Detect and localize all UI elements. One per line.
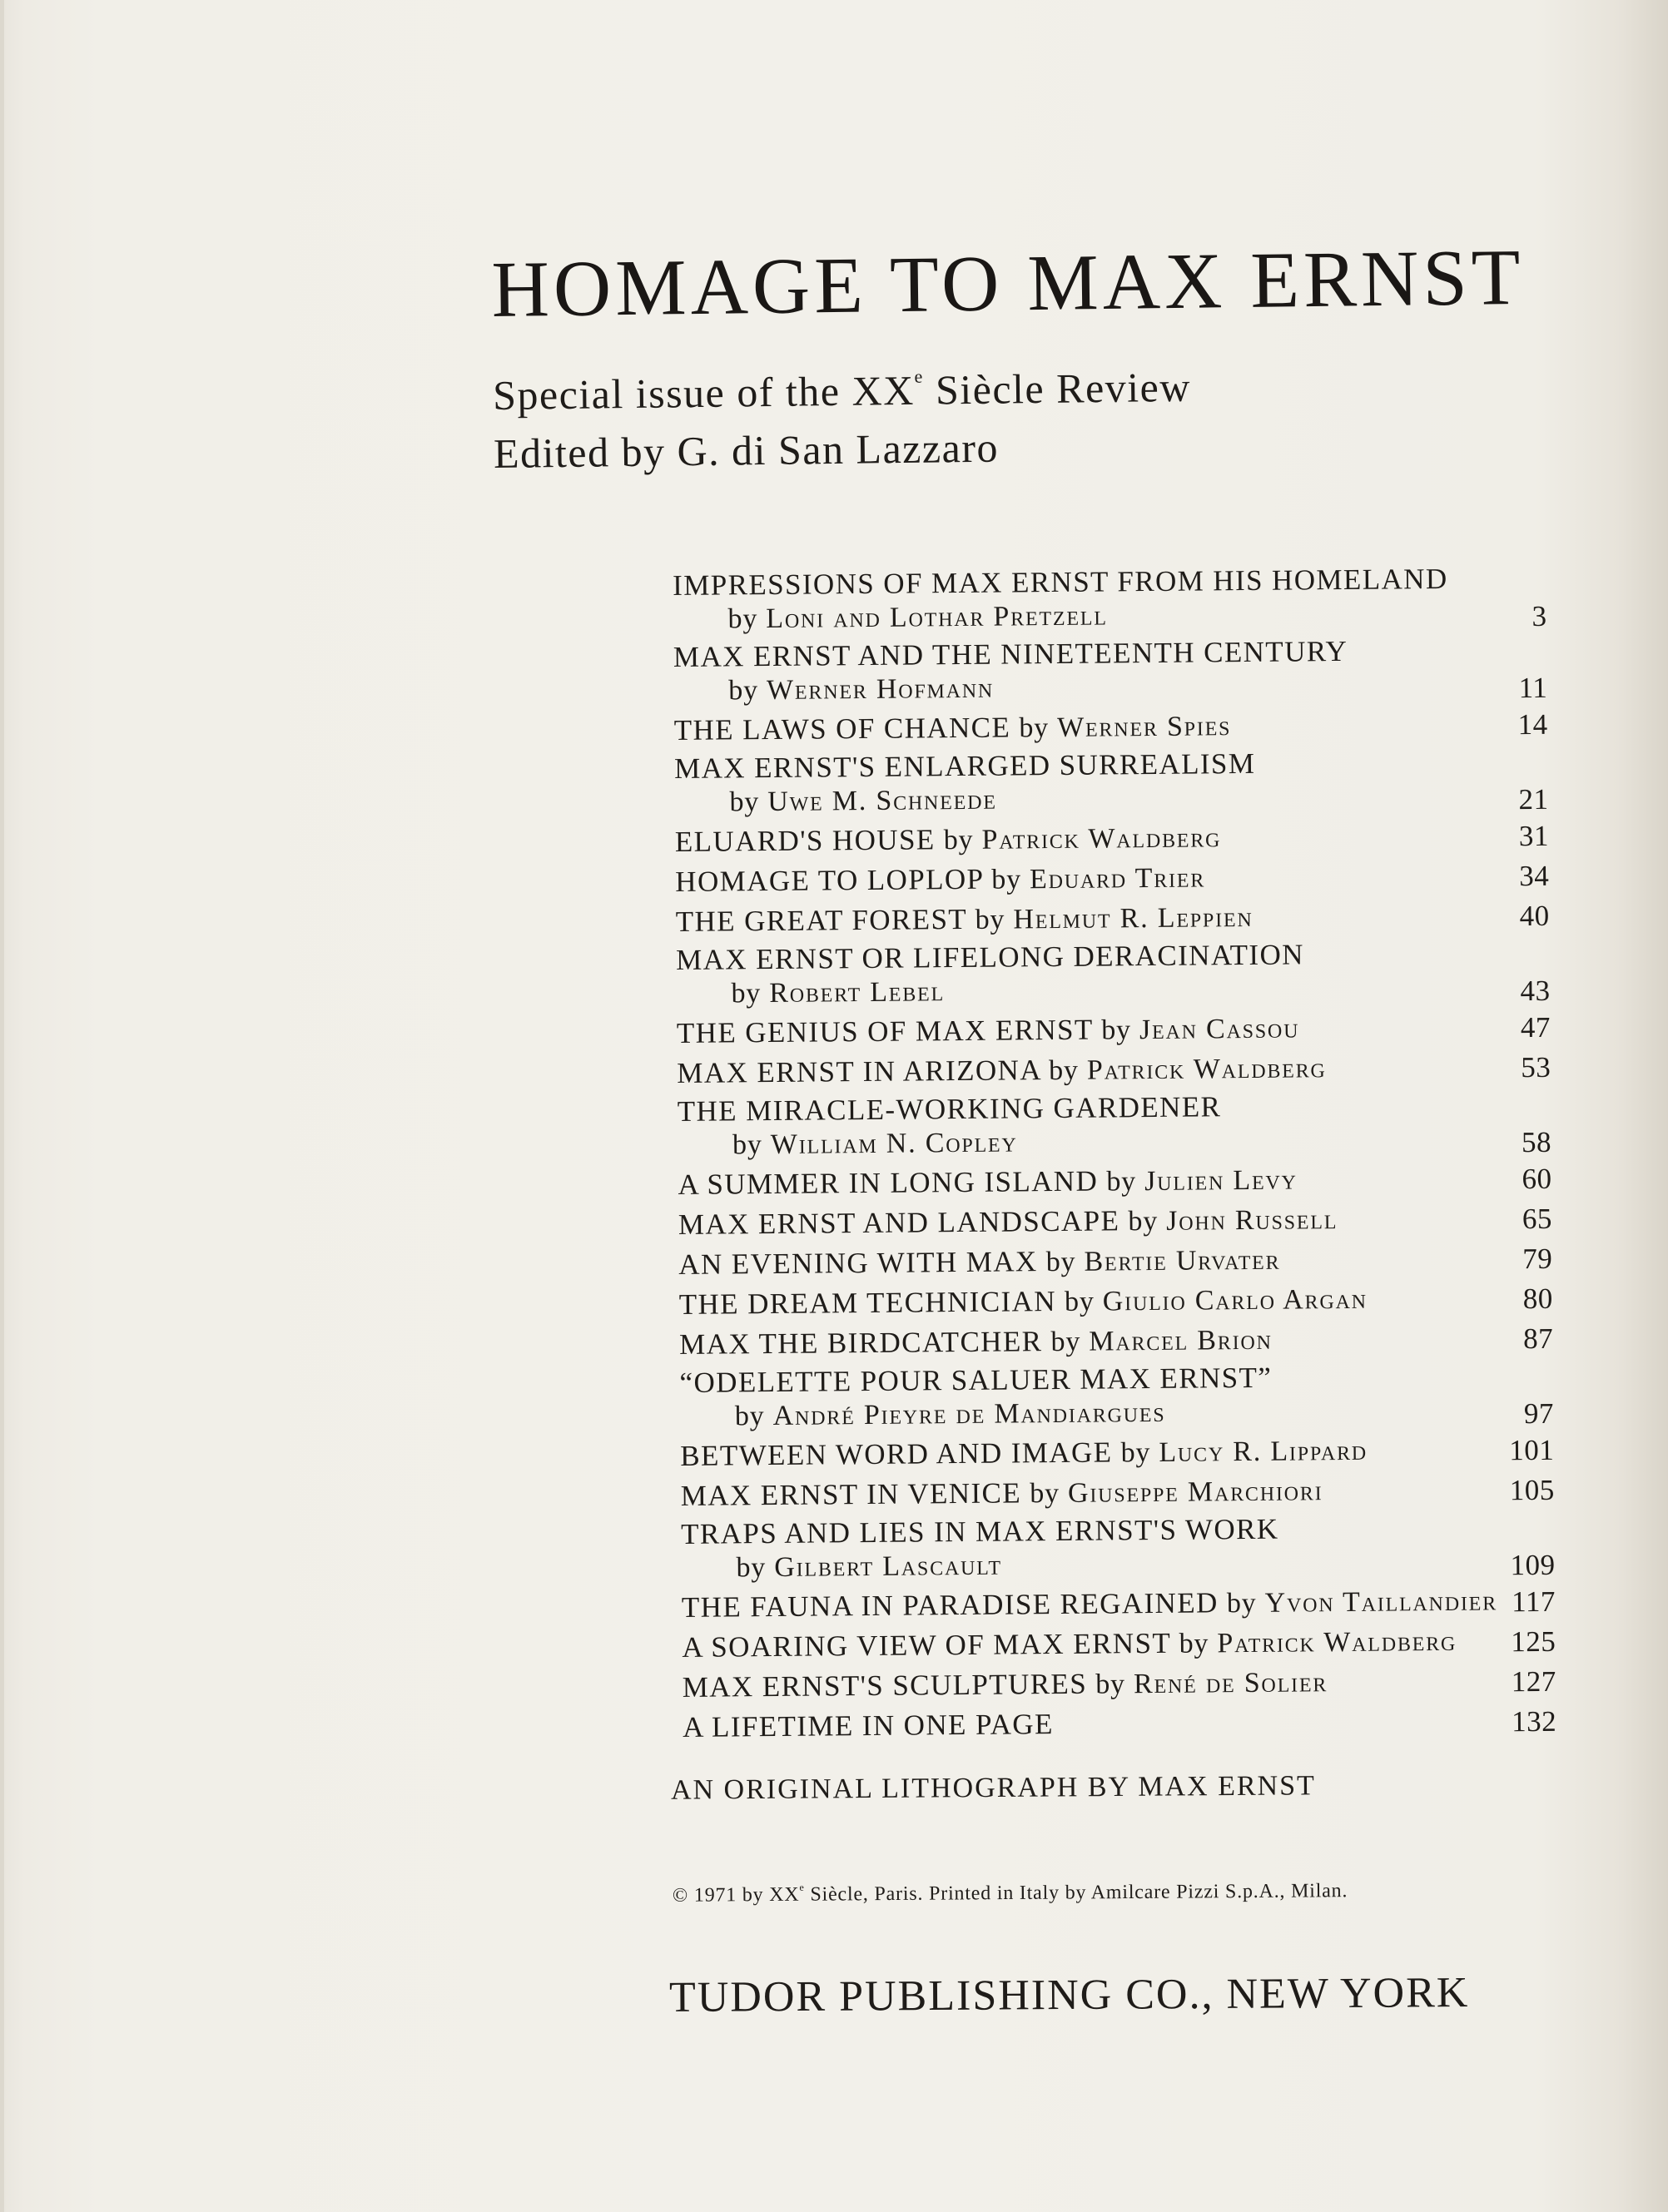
- toc-entry: [676, 933, 1551, 1012]
- subtitle-sup: e: [914, 365, 924, 387]
- toc-entry-author: Gilbert Lascault: [774, 1550, 1003, 1583]
- toc-entry-author: Jean Cassou: [1139, 1013, 1300, 1046]
- editor-line: Edited by G. di San Lazzaro: [493, 424, 1000, 477]
- toc-entry-author: Bertie Urvater: [1084, 1244, 1281, 1277]
- publisher: TUDOR PUBLISHING CO., NEW YORK: [668, 1969, 1470, 2021]
- toc-single-line: [679, 1276, 1553, 1320]
- toc-entry-page: 87: [1522, 1322, 1554, 1356]
- toc-entry-author: Eduard Trier: [1029, 862, 1206, 895]
- toc-entry-title: TRAPS AND LIES IN MAX ERNST'S WORK: [680, 1512, 1279, 1550]
- toc-entry-title: HOMAGE TO LOPLOP: [675, 862, 984, 898]
- title-block: [490, 231, 1542, 477]
- toc-entry-page: 105: [1509, 1473, 1555, 1507]
- toc-entry-page: 60: [1522, 1162, 1552, 1196]
- toc-entry-page: 127: [1511, 1664, 1556, 1699]
- toc-entry-author: Robert Lebel: [769, 976, 946, 1009]
- toc-entry-author: Werner Spies: [1056, 711, 1232, 743]
- toc-entry-page: 132: [1511, 1704, 1557, 1738]
- subtitle-post: Siècle Review: [923, 363, 1192, 414]
- by-word: by: [1050, 1326, 1081, 1358]
- toc-entry-author: Patrick Waldberg: [981, 822, 1222, 856]
- toc-entry-author: Lucy R. Lippard: [1159, 1435, 1368, 1468]
- toc-entry-author: Helmut R. Leppien: [1013, 901, 1253, 935]
- toc-entry-author: Giulio Carlo Argan: [1102, 1283, 1368, 1317]
- page-edge: [0, 0, 4, 2212]
- toc-entry-author: Julien Levy: [1144, 1164, 1298, 1198]
- toc-entry-title: THE DREAM TECHNICIAN: [678, 1285, 1057, 1321]
- toc-entry: [679, 1356, 1554, 1435]
- toc-entry-page: 79: [1522, 1242, 1553, 1276]
- toc-entry-title: A LIFETIME IN ONE PAGE: [683, 1708, 1054, 1743]
- toc-single-line: [677, 1044, 1551, 1089]
- toc-entry-page: 125: [1511, 1624, 1556, 1659]
- toc-entry-page: 14: [1517, 707, 1548, 741]
- toc-entry-title: MAX ERNST AND LANDSCAPE: [678, 1204, 1120, 1241]
- toc-entry-author: René de Solier: [1133, 1667, 1328, 1700]
- toc-single-line: [683, 1659, 1556, 1703]
- toc-entry: [673, 630, 1548, 709]
- by-word: by: [1120, 1437, 1151, 1469]
- lithograph-note: AN ORIGINAL LITHOGRAPH BY MAX ERNST: [670, 1770, 1316, 1806]
- table-of-contents: [673, 558, 1556, 1746]
- by-word: by: [1048, 1054, 1079, 1087]
- by-word: by: [1019, 712, 1050, 744]
- toc-entry: [683, 1699, 1556, 1746]
- toc-single-line: [675, 813, 1549, 857]
- toc-entry-title: MAX ERNST IN ARIZONA: [677, 1054, 1041, 1089]
- toc-entry-page: 31: [1518, 819, 1550, 853]
- toc-single-line: [674, 702, 1548, 746]
- by-word: by: [943, 824, 974, 856]
- toc-entry-author: Yvon Taillandier: [1264, 1585, 1498, 1619]
- toc-entry-author: André Pieyre de Mandiargues: [772, 1396, 1166, 1431]
- toc-entry-page: 40: [1519, 899, 1550, 933]
- toc-entry-title: THE GENIUS OF MAX ERNST: [676, 1013, 1094, 1049]
- toc-single-line: [677, 1004, 1551, 1049]
- toc-single-line: [682, 1579, 1556, 1623]
- toc-entry-author: Werner Hofmann: [766, 672, 995, 707]
- toc-entry-page: 53: [1521, 1050, 1551, 1084]
- copyright-line: [673, 1880, 1348, 1907]
- by-word: by: [1030, 1477, 1060, 1510]
- toc-entry-page: 21: [1518, 782, 1549, 816]
- toc-entry-title: MAX ERNST IN VENICE: [680, 1476, 1022, 1512]
- toc-entry-page: 43: [1520, 974, 1551, 1008]
- toc-single-line: [679, 1316, 1553, 1360]
- by-word: by: [731, 978, 762, 1009]
- toc-entry-author: Patrick Waldberg: [1086, 1053, 1327, 1086]
- toc-entry: [674, 741, 1549, 821]
- by-word: by: [729, 786, 760, 818]
- toc-entry-title: BETWEEN WORD AND IMAGE: [680, 1436, 1113, 1472]
- toc-entry-page: 101: [1509, 1433, 1555, 1467]
- by-word: by: [1095, 1669, 1126, 1700]
- by-word: by: [727, 603, 758, 635]
- toc-entry-page: 11: [1518, 671, 1548, 705]
- toc-entry-title: “ODELETTE POUR SALUER MAX ERNST”: [679, 1361, 1273, 1399]
- toc-entry-title: MAX ERNST'S SCULPTURES: [682, 1667, 1088, 1704]
- copyright-pre: © 1971 by XX: [672, 1883, 800, 1907]
- subtitle: [492, 362, 1542, 419]
- toc-entry-page: 3: [1531, 599, 1547, 632]
- toc-entry-page: 47: [1520, 1010, 1551, 1044]
- by-word: by: [732, 1129, 762, 1161]
- toc-single-line: [675, 853, 1549, 897]
- toc-entry-title: MAX ERNST'S ENLARGED SURREALISM: [673, 746, 1256, 785]
- toc-single-line: [676, 893, 1550, 937]
- toc-entry-author: Giuseppe Marchiori: [1067, 1475, 1323, 1509]
- toc-entry-page: 65: [1522, 1202, 1553, 1236]
- toc-entry-title: THE LAWS OF CHANCE: [673, 711, 1011, 746]
- toc-entry-page: 97: [1523, 1396, 1555, 1431]
- by-word: by: [1226, 1587, 1257, 1619]
- toc-entry-title: AN EVENING WITH MAX: [678, 1245, 1038, 1281]
- toc-entry-title: A SUMMER IN LONG ISLAND: [678, 1164, 1099, 1201]
- toc-entry: [673, 558, 1547, 637]
- toc-entry: [678, 1084, 1552, 1163]
- by-word: by: [1064, 1286, 1095, 1317]
- subtitle-pre: Special issue of the XX: [492, 366, 916, 419]
- toc-entry-title: THE GREAT FOREST: [675, 902, 967, 938]
- toc-single-line: [678, 1156, 1551, 1200]
- toc-entry-title: MAX ERNST OR LIFELONG DERACINATION: [675, 938, 1305, 976]
- toc-entry-author: John Russell: [1166, 1204, 1338, 1237]
- toc-entry-author: Uwe M. Schneede: [767, 784, 997, 818]
- toc-entry-page: 80: [1522, 1282, 1553, 1316]
- by-word: by: [1045, 1246, 1076, 1278]
- toc-entry-title: IMPRESSIONS OF MAX ERNST FROM HIS HOMELAND: [673, 562, 1448, 602]
- toc-entry-author: Loni and Lothar Pretzell: [766, 600, 1108, 635]
- book-title: HOMAGE TO MAX ERNST: [490, 231, 1526, 334]
- toc-entry-page: 117: [1512, 1585, 1556, 1619]
- toc-single-line: [683, 1699, 1556, 1742]
- copyright-sup: e: [799, 1881, 805, 1893]
- by-word: by: [1179, 1628, 1209, 1659]
- toc-single-line: [682, 1619, 1556, 1663]
- toc-single-line: [680, 1427, 1554, 1471]
- toc-entry-title: MAX ERNST AND THE NINETEENTH CENTURY: [673, 634, 1348, 673]
- toc-single-line: [681, 1467, 1555, 1511]
- toc-entry-author: Patrick Waldberg: [1217, 1625, 1457, 1659]
- copyright-post: Siècle, Paris. Printed in Italy by Amilcare Pizzi S.p.A., Milan.: [804, 1880, 1348, 1906]
- by-word: by: [1101, 1014, 1132, 1046]
- toc-entry-title: THE FAUNA IN PARADISE REGAINED: [681, 1586, 1219, 1624]
- by-word: by: [736, 1552, 767, 1584]
- toc-entry-page: 34: [1519, 859, 1550, 893]
- toc-entry-title: A SOARING VIEW OF MAX ERNST: [682, 1626, 1171, 1664]
- toc-entry-author: William N. Copley: [770, 1127, 1018, 1160]
- by-word: by: [728, 675, 759, 707]
- toc-single-line: [678, 1236, 1552, 1280]
- toc-entry-page: 58: [1521, 1125, 1552, 1159]
- by-word: by: [975, 904, 1005, 935]
- by-word: by: [991, 864, 1022, 895]
- toc-entry-title: ELUARD'S HOUSE: [674, 823, 936, 858]
- toc-entry-author: Marcel Brion: [1089, 1324, 1273, 1357]
- toc-entry: [681, 1507, 1556, 1586]
- toc-single-line: [678, 1196, 1552, 1240]
- by-word: by: [1106, 1166, 1137, 1198]
- by-word: by: [734, 1401, 765, 1432]
- by-word: by: [1128, 1205, 1159, 1237]
- toc-entry-title: THE MIRACLE-WORKING GARDENER: [677, 1090, 1222, 1128]
- toc-entry-title: MAX THE BIRDCATCHER: [678, 1325, 1043, 1361]
- toc-entry-page: 109: [1510, 1548, 1556, 1582]
